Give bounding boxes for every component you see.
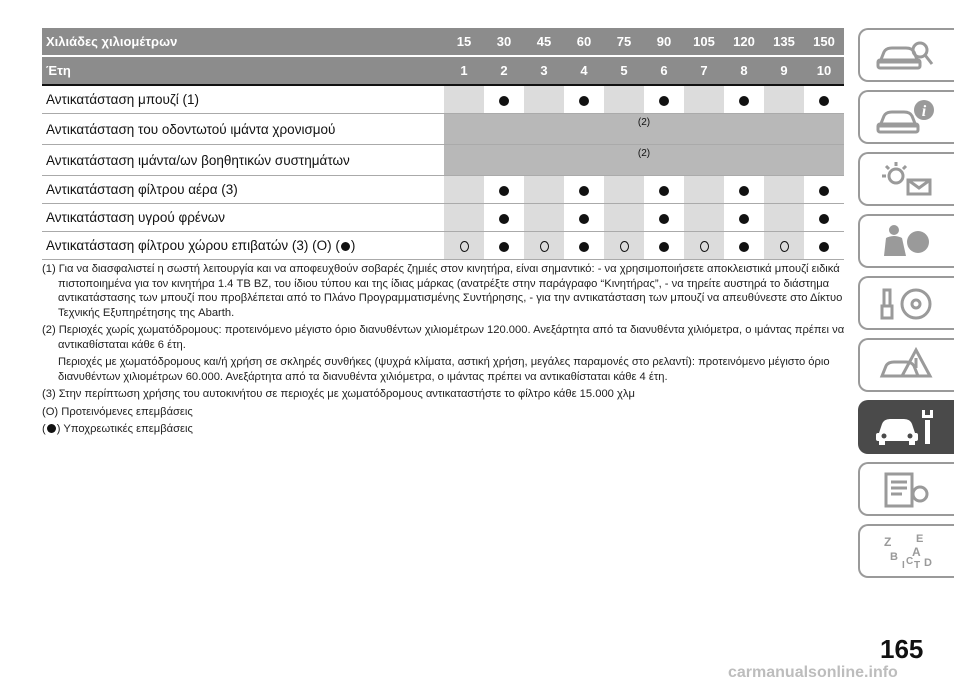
schedule-cell <box>764 176 804 204</box>
header-km-cell: 15 <box>444 28 484 57</box>
index-letter: T <box>914 560 921 571</box>
header-year-cell: 5 <box>604 57 644 86</box>
schedule-cell <box>764 232 804 260</box>
schedule-cell <box>604 232 644 260</box>
header-km-cell: 105 <box>684 28 724 57</box>
schedule-cell <box>764 204 804 232</box>
row-cabin-filter <box>42 232 844 260</box>
row-label-text: Αντικατάσταση φίλτρου χώρου επιβατών (3) (O) ( <box>46 238 340 253</box>
schedule-cell <box>724 86 764 114</box>
mandatory-dot-icon <box>579 242 589 252</box>
schedule-cell <box>524 176 564 204</box>
schedule-cell <box>564 86 604 114</box>
mandatory-dot-icon <box>739 186 749 196</box>
footnote-3: (3) Στην περίπτωση χρήσης του αυτοκινήτου σε περιοχές με χωματόδρομους αντικαταστήστε το φίλτρο κάθε 15.000 χλμ <box>42 388 635 400</box>
schedule-cell <box>804 204 844 232</box>
row-label <box>42 232 444 260</box>
index-letter: E <box>916 533 924 545</box>
footnote-text: διανυθέντων χιλιομέτρων 60.000. Ανεξάρτητα από τα διανυθέντα χιλιόμετρα, ο ιμάντας πρέπει να αντικαθίσταται κάθε 4 έτη. <box>58 370 668 383</box>
recommended-circle-icon <box>460 241 469 252</box>
schedule-cell <box>724 176 764 204</box>
schedule-cell <box>724 232 764 260</box>
footnote-text: (1) Για να διασφαλιστεί η σωστή λειτουργία και να αποφευχθούν σοβαρές ζημιές στον κινητήρα, είναι σημαντικό: - να χρησιμοποιήσετε αποκλειστικά μπουζί ειδικά <box>42 263 840 275</box>
maintenance-table <box>42 28 844 260</box>
row-label: Αντικατάσταση μπουζί (1) <box>42 86 444 114</box>
index-letter: Z <box>884 535 892 549</box>
header-km-cell: 30 <box>484 28 524 57</box>
footnote-text: Τεχνικής Εξυπηρέτησης της Abarth. <box>58 306 235 319</box>
legend-recommended: (O) Προτεινόμενες επεμβάσεις <box>42 405 193 418</box>
index-letter: B <box>890 551 898 563</box>
footnote-text: αντικαθίσταται κάθε 6 έτη. <box>58 338 186 351</box>
index-letter: I <box>902 560 905 571</box>
schedule-cell <box>444 86 484 114</box>
header-year-cell: 7 <box>684 57 724 86</box>
schedule-cell <box>644 232 684 260</box>
schedule-cell <box>604 204 644 232</box>
mandatory-dot-icon <box>341 242 350 251</box>
mandatory-dot-icon <box>659 96 669 106</box>
header-year-cell: 2 <box>484 57 524 86</box>
row-label: Αντικατάσταση υγρού φρένων <box>42 204 444 232</box>
mandatory-dot-icon <box>579 214 589 224</box>
schedule-cell <box>484 176 524 204</box>
header-km-cell: 45 <box>524 28 564 57</box>
recommended-circle-icon <box>620 241 629 252</box>
airbag-safety-icon <box>872 220 942 262</box>
header-km-cell: 90 <box>644 28 684 57</box>
footnotes <box>42 262 846 440</box>
schedule-cell <box>444 232 484 260</box>
header-km-cell: 120 <box>724 28 764 57</box>
schedule-cell <box>444 176 484 204</box>
schedule-cell <box>804 232 844 260</box>
recommended-circle-icon <box>540 241 549 252</box>
legend-text: ( <box>42 423 46 435</box>
car-warning-icon <box>872 344 942 386</box>
mandatory-dot-icon <box>499 186 509 196</box>
car-search-icon <box>872 34 942 76</box>
schedule-cell <box>644 204 684 232</box>
page-number: 165 <box>880 634 924 664</box>
svg-text:i: i <box>921 103 927 120</box>
tab-index[interactable] <box>858 524 954 578</box>
mandatory-dot-icon <box>659 242 669 252</box>
footnote-text: (2) Περιοχές χωρίς χωματόδρομους: προτεινόμενο μέγιστο όριο διανυθέντων χιλιομέτρων 120.000. Ανεξάρτητα από τα διανυθέντα χιλιόμετρα, ο ιμάντας πρέπει να <box>42 324 845 336</box>
schedule-cell <box>484 204 524 232</box>
specs-gear-icon <box>872 468 942 510</box>
car-wrench-icon <box>872 406 942 448</box>
note-ref-cell: (2) <box>444 145 844 176</box>
footnote-text: Περιοχές με χωματόδρομους και/ή χρήση σε σκληρές συνθήκες (ψυχρά κλίματα, αστική χρήση, μεγάλες παραμονές στο ρελαντί): προτεινόμενο μέγιστο όριο <box>58 356 830 368</box>
footnote-2 <box>42 323 846 352</box>
mandatory-dot-icon <box>819 96 829 106</box>
row-label: Αντικατάσταση ιμάντα/ων βοηθητικών συστημάτων <box>42 145 444 176</box>
schedule-cell <box>564 232 604 260</box>
maintenance-schedule <box>42 28 844 260</box>
schedule-cell <box>724 204 764 232</box>
legend-text: ) Υποχρεωτικές επεμβάσεις <box>56 423 193 435</box>
header-year-cell: 8 <box>724 57 764 86</box>
mandatory-dot-icon <box>819 186 829 196</box>
mandatory-dot-icon <box>739 242 749 252</box>
mandatory-dot-icon <box>499 242 509 252</box>
header-km-cell: 150 <box>804 28 844 57</box>
header-year-cell: 6 <box>644 57 684 86</box>
row-label-text: ) <box>350 238 356 253</box>
index-letter: C <box>906 556 914 567</box>
schedule-cell <box>524 204 564 232</box>
schedule-cell <box>684 232 724 260</box>
note-ref-cell: (2) <box>444 114 844 145</box>
alphabetical-index-icon <box>872 530 942 572</box>
car-info-icon <box>872 96 942 138</box>
tab-knowing-car[interactable] <box>858 90 954 144</box>
row-accessory-belts <box>42 145 844 176</box>
row-label: Αντικατάσταση φίλτρου αέρα (3) <box>42 176 444 204</box>
schedule-cell <box>524 86 564 114</box>
schedule-cell <box>804 176 844 204</box>
tab-emergency[interactable] <box>858 338 954 392</box>
row-spark-plugs <box>42 86 844 114</box>
footnote-text: αντικατάστασης των μπουζί που προβλέπεται από το Πλάνο Προγραμματισμένης Συντήρησης, - για την αντικατάσταση των μπουζί να απευθύνεστε στο Δίκτυο <box>58 292 843 304</box>
mandatory-dot-icon <box>47 424 56 433</box>
watermark: carmanualsonline.info <box>728 664 898 681</box>
warning-lights-icon <box>872 158 942 200</box>
header-year-cell: 1 <box>444 57 484 86</box>
schedule-cell <box>484 232 524 260</box>
schedule-cell <box>564 204 604 232</box>
tab-warning-lights[interactable] <box>858 152 954 206</box>
header-km-label: Χιλιάδες χιλιομέτρων <box>42 28 444 57</box>
schedule-cell <box>644 176 684 204</box>
steering-key-icon <box>872 282 942 324</box>
recommended-circle-icon <box>700 241 709 252</box>
tab-dashboard[interactable] <box>858 28 954 82</box>
schedule-cell <box>644 86 684 114</box>
footnote-text: πιστοποιημένα για τον κινητήρα 1.4 TB BZ, του ίδιου τύπου και της ίδιας μάρκας (ανατρέξτε στην παράγραφο “Κινητήρας”, - να τηρείτε αυστηρά το διάστημα <box>58 277 830 290</box>
schedule-cell <box>444 204 484 232</box>
footnote-2-cont <box>42 355 846 384</box>
index-letter: D <box>924 557 932 569</box>
schedule-cell <box>564 176 604 204</box>
mandatory-dot-icon <box>579 96 589 106</box>
schedule-cell <box>484 86 524 114</box>
header-year-cell: 9 <box>764 57 804 86</box>
header-km-cell: 135 <box>764 28 804 57</box>
tab-starting-driving[interactable] <box>858 276 954 330</box>
footnote-1 <box>42 262 846 320</box>
schedule-cell <box>804 86 844 114</box>
mandatory-dot-icon <box>819 242 829 252</box>
header-years-label: Έτη <box>42 57 444 86</box>
header-km-cell: 75 <box>604 28 644 57</box>
header-year-cell: 10 <box>804 57 844 86</box>
mandatory-dot-icon <box>739 96 749 106</box>
mandatory-dot-icon <box>579 186 589 196</box>
schedule-cell <box>764 86 804 114</box>
mandatory-dot-icon <box>659 186 669 196</box>
tab-safety[interactable] <box>858 214 954 268</box>
index-letter: A <box>912 545 921 559</box>
schedule-cell <box>604 86 644 114</box>
recommended-circle-icon <box>780 241 789 252</box>
tab-technical-specs[interactable] <box>858 462 954 516</box>
header-km-cell: 60 <box>564 28 604 57</box>
schedule-cell <box>684 176 724 204</box>
row-brake-fluid <box>42 204 844 232</box>
row-label: Αντικατάσταση του οδοντωτού ιμάντα χρονισμού <box>42 114 444 145</box>
mandatory-dot-icon <box>819 214 829 224</box>
header-km-row <box>42 28 844 57</box>
row-timing-belt <box>42 114 844 145</box>
mandatory-dot-icon <box>499 96 509 106</box>
row-air-filter <box>42 176 844 204</box>
mandatory-dot-icon <box>499 214 509 224</box>
schedule-cell <box>684 204 724 232</box>
legend-mandatory <box>42 422 846 437</box>
header-year-cell: 3 <box>524 57 564 86</box>
chapter-sidebar <box>858 28 954 586</box>
tab-maintenance[interactable] <box>858 400 954 454</box>
schedule-cell <box>604 176 644 204</box>
header-years-row <box>42 57 844 86</box>
schedule-cell <box>684 86 724 114</box>
mandatory-dot-icon <box>659 214 669 224</box>
schedule-cell <box>524 232 564 260</box>
mandatory-dot-icon <box>739 214 749 224</box>
header-year-cell: 4 <box>564 57 604 86</box>
